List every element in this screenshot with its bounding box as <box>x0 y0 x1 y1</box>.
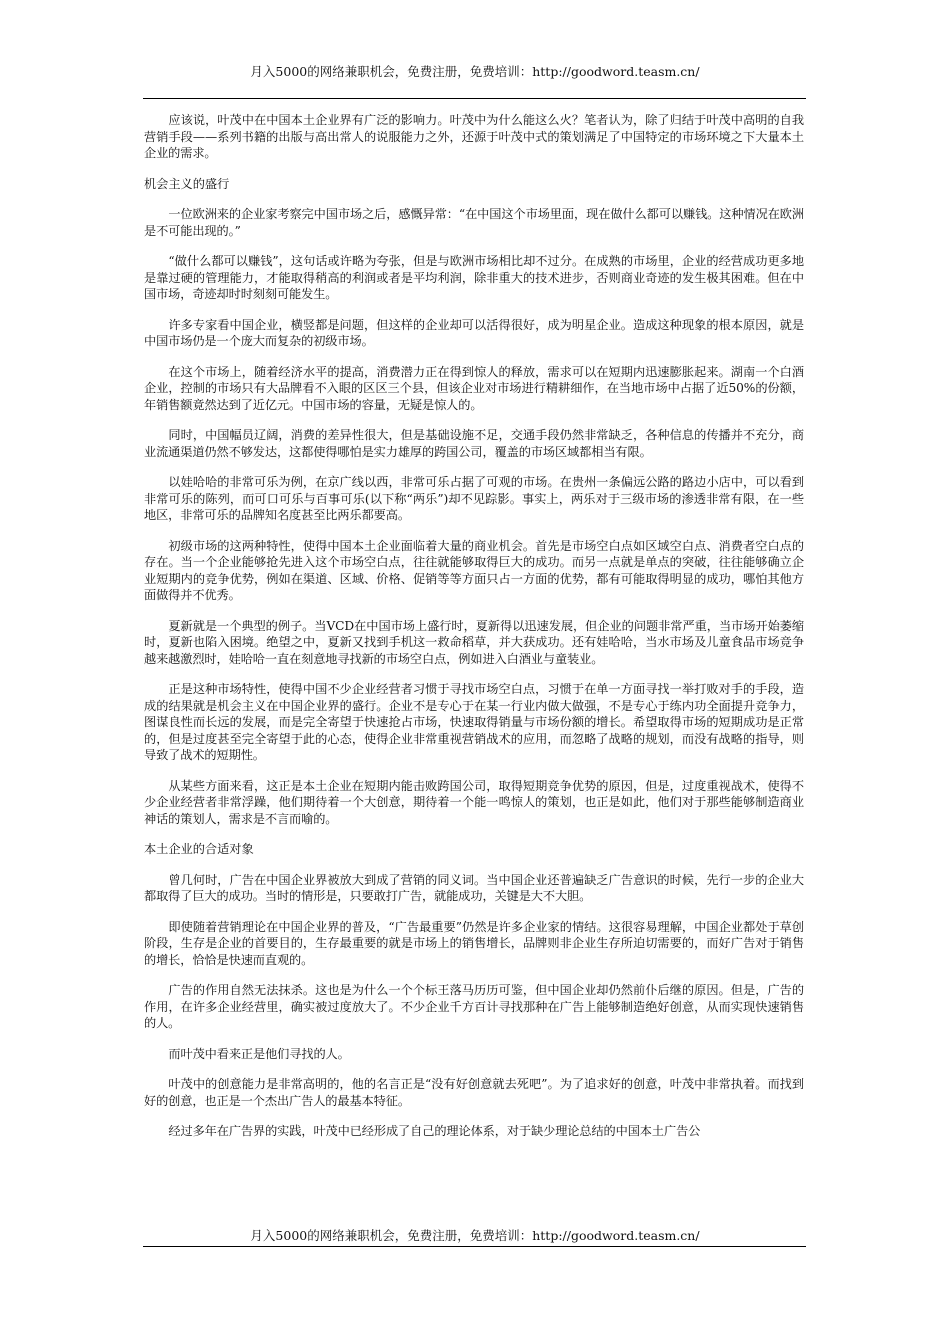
paragraph-16: 叶茂中的创意能力是非常高明的，他的名言正是“没有好创意就去死吧”。为了追求好的创意，叶茂中非常执着。而找到好的创意，也正是一个杰出广告人的最基本特征。 <box>144 1077 804 1108</box>
paragraph-4: 许多专家看中国企业，横竖都是问题，但这样的企业却可以活得很好，成为明星企业。造成这种现象的根本原因，就是中国市场仍是一个庞大而复杂的初级市场。 <box>144 317 804 348</box>
footer-rule <box>143 1246 806 1247</box>
paragraph-8: 初级市场的这两种特性，使得中国本土企业面临着大量的商业机会。首先是市场空白点如区域空白点、消费者空白点的存在。当一个企业能够抢先进入这个市场空白点，往往就能够取得巨大的成功。而另一点就是单点的突破，往往能够确立企业短期内的竞争优势，例如在渠道、区域、价格、促销等等方面只占一方面的优势，都有可能取得明显的成功，哪怕其他方面做得并不优秀。 <box>144 538 804 602</box>
paragraph-13: 即使随着营销理论在中国企业界的普及，“广告最重要”仍然是许多企业家的情结。这很容易理解，中国企业都处于草创阶段，生存是企业的首要目的，生存最重要的就是市场上的销售增长，品牌则非企业生存所迫切需要的，而好广告对于销售的增长，恰恰是快速而直观的。 <box>144 919 804 967</box>
article-body <box>144 112 804 1218</box>
paragraph-10: 正是这种市场特性，使得中国不少企业经营者习惯于寻找市场空白点，习惯于在单一方面寻找一举打败对手的手段，造成的结果就是机会主义在中国企业界的盛行。企业不是专心于在某一行业内做大做强，不是专心于练内功全面提升竞争力，图谋良性而长远的发展，而是完全寄望于快速抢占市场，快速取得销量与市场份额的增长。希望取得市场的短期成功是正常的，但是过度甚至完全寄望于此的心态，使得企业非常重视营销战术的应用，而忽略了战略的规划，而没有战略的指导，则导致了战术的短期性。 <box>144 682 804 762</box>
section-heading-opportunism: 机会主义的盛行 <box>144 176 230 191</box>
paragraph-12: 曾几何时，广告在中国企业界被放大到成了营销的同义词。当中国企业还普遍缺乏广告意识的时候，先行一步的企业大都取得了巨大的成功。当时的情形是，只要敢打广告，就能成功，关键是大不大胆。 <box>144 872 804 903</box>
page-footer: 月入5000的网络兼职机会，免费注册，免费培训：http://goodword.teasm.cn/ <box>250 1228 700 1243</box>
paragraph-2: 一位欧洲来的企业家考察完中国市场之后，感慨异常：“在中国这个市场里面，现在做什么都可以赚钱。这种情况在欧洲是不可能出现的。” <box>144 207 804 238</box>
paragraph-14: 广告的作用自然无法抹杀。这也是为什么一个个标王落马历历可鉴，但中国企业却仍然前仆后继的原因。但是，广告的作用，在许多企业经营里，确实被过度放大了。不少企业千方百计寻找那种在广告上能够制造绝好创意，从而实现快速销售的人。 <box>144 983 804 1030</box>
paragraph-1: 应该说，叶茂中在中国本土企业界有广泛的影响力。叶茂中为什么能这么火？笔者认为，除了归结于叶茂中高明的自我营销手段——系列书籍的出版与高出常人的说服能力之外，还源于叶茂中式的策划满足了中国特定的市场环境之下大量本土企业的需求。 <box>144 113 804 160</box>
section-heading-suitable-target: 本土企业的合适对象 <box>144 842 254 856</box>
paragraph-3: “做什么都可以赚钱”，这句话或许略为夸张，但是与欧洲市场相比却不过分。在成熟的市场里，企业的经营成功更多地是靠过硬的管理能力，才能取得稍高的利润或者是平均利润，除非重大的技术进步，否则商业奇迹的发生极其困难。但在中国市场，奇迹却时时刻刻可能发生。 <box>144 254 804 301</box>
paragraph-11: 从某些方面来看，这正是本土企业在短期内能击败跨国公司，取得短期竞争优势的原因，但是，过度重视战术，使得不少企业经营者非常浮躁，他们期待着一个大创意，期待着一个能一鸣惊人的策划，也正是如此，他们对于那些能够制造商业神话的策划人，需求是不言而喻的。 <box>144 778 804 826</box>
paragraph-7: 以娃哈哈的非常可乐为例，在京广线以西，非常可乐占据了可观的市场。在贵州一条偏远公路的路边小店中，可以看到非常可乐的陈列，而可口可乐与百事可乐(以下称“两乐”)却不见踪影。事实上，两乐对于三级市场的渗透非常有限，在一些地区，非常可乐的品牌知名度甚至比两乐都要高。 <box>144 475 804 522</box>
paragraph-5: 在这个市场上，随着经济水平的提高，消费潜力正在得到惊人的释放，需求可以在短期内迅速膨胀起来。湖南一个白酒企业，控制的市场只有大品牌看不入眼的区区三个县，但该企业对市场进行精耕细作，在当地市场中占据了近50%的份额，年销售额竟然达到了近亿元。中国市场的容量，无疑是惊人的。 <box>144 364 804 412</box>
paragraph-17: 经过多年在广告界的实践，叶茂中已经形成了自己的理论体系，对于缺少理论总结的中国本土广告公 <box>168 1124 701 1138</box>
paragraph-9: 夏新就是一个典型的例子。当VCD在中国市场上盛行时，夏新得以迅速发展，但企业的问题非常严重，当市场开始萎缩时，夏新也陷入困境。绝望之中，夏新又找到手机这一救命稻草，并大获成功。还有娃哈哈，当水市场及儿童食品市场竞争越来越激烈时，娃哈哈一直在刻意地寻找新的市场空白点，例如进入白酒业与童装业。 <box>144 618 804 666</box>
paragraph-6: 同时，中国幅员辽阔，消费的差异性很大，但是基础设施不足，交通手段仍然非常缺乏，各种信息的传播并不充分，商业流通渠道仍然不够发达，这都使得哪怕是实力雄厚的跨国公司，覆盖的市场区域都相当有限。 <box>144 428 804 459</box>
header-rule <box>143 98 806 99</box>
page-header: 月入5000的网络兼职机会，免费注册，免费培训：http://goodword.teasm.cn/ <box>250 64 700 79</box>
paragraph-15: 而叶茂中看来正是他们寻找的人。 <box>168 1046 350 1061</box>
